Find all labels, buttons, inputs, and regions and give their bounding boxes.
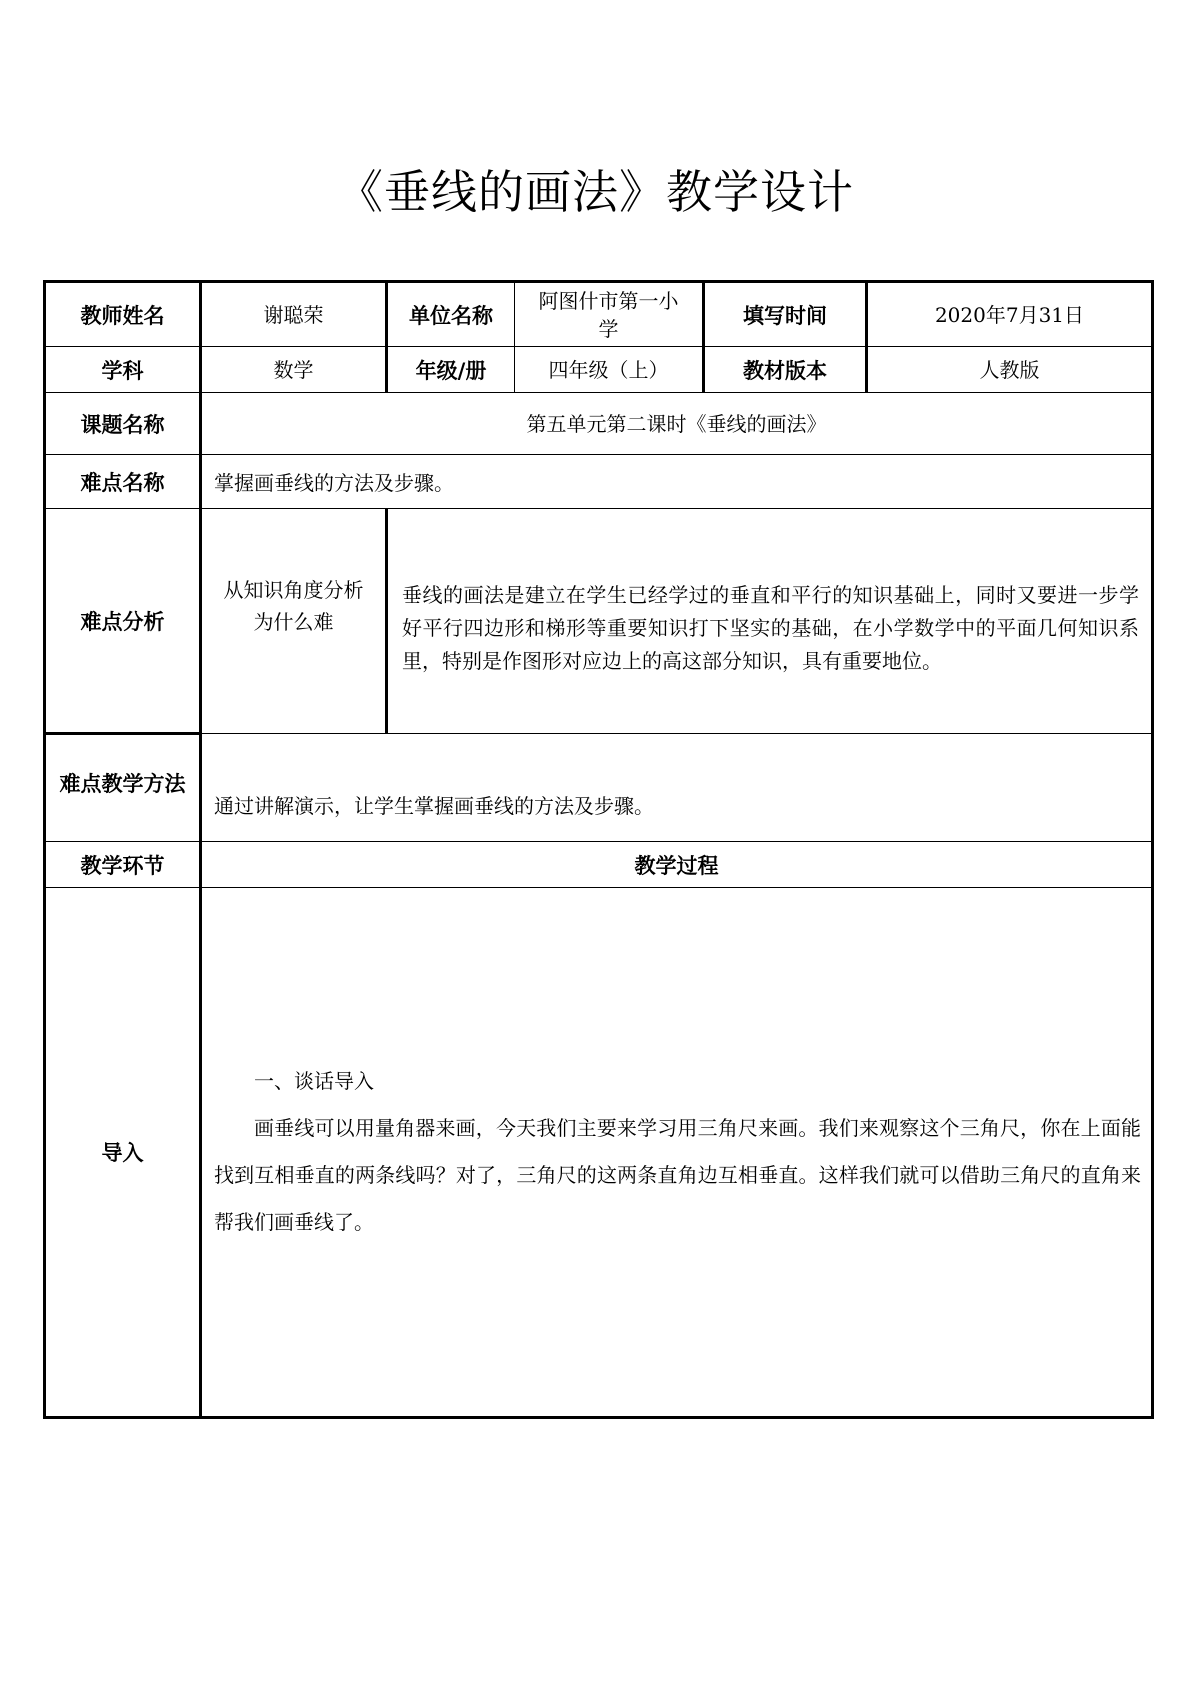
table-row-difficulty bbox=[45, 455, 1153, 509]
subject-label: 学科 bbox=[45, 347, 201, 393]
edition-label: 教材版本 bbox=[704, 347, 867, 393]
topic-value: 第五单元第二课时《垂线的画法》 bbox=[201, 393, 1153, 455]
unit-value: 阿图什市第一小学 bbox=[515, 282, 704, 347]
difficulty-label: 难点名称 bbox=[45, 455, 201, 509]
intro-label: 导入 bbox=[45, 888, 201, 1418]
table-row-method bbox=[45, 734, 1153, 842]
intro-content bbox=[201, 888, 1153, 1418]
subject-value: 数学 bbox=[201, 347, 387, 393]
process-header: 教学过程 bbox=[201, 842, 1153, 888]
teacher-label: 教师姓名 bbox=[45, 282, 201, 347]
analysis-label: 难点分析 bbox=[45, 509, 201, 734]
analysis-sub-label: 从知识角度分析为什么难 bbox=[201, 509, 387, 734]
method-value: 通过讲解演示，让学生掌握画垂线的方法及步骤。 bbox=[201, 734, 1153, 842]
table-row-teacher bbox=[45, 282, 1153, 347]
grade-label: 年级/册 bbox=[387, 347, 515, 393]
stage-header: 教学环节 bbox=[45, 842, 201, 888]
table-row-subject bbox=[45, 347, 1153, 393]
method-label: 难点教学方法 bbox=[45, 734, 201, 842]
grade-value: 四年级（上） bbox=[515, 347, 704, 393]
table-row-header bbox=[45, 842, 1153, 888]
topic-label: 课题名称 bbox=[45, 393, 201, 455]
difficulty-value: 掌握画垂线的方法及步骤。 bbox=[201, 455, 1153, 509]
teacher-value: 谢聪荣 bbox=[201, 282, 387, 347]
edition-value: 人教版 bbox=[867, 347, 1153, 393]
date-value: 2020年7月31日 bbox=[867, 282, 1153, 347]
document-title: 《垂线的画法》教学设计 bbox=[337, 165, 854, 219]
analysis-value: 垂线的画法是建立在学生已经学过的垂直和平行的知识基础上，同时又要进一步学好平行四边形和梯形等重要知识打下坚实的基础，在小学数学中的平面几何知识系里，特别是作图形对应边上的高这部分知识，具有重要地位。 bbox=[387, 509, 1153, 734]
table-row-analysis bbox=[45, 509, 1153, 734]
date-label: 填写时间 bbox=[704, 282, 867, 347]
unit-label: 单位名称 bbox=[387, 282, 515, 347]
lesson-design-table bbox=[43, 280, 1154, 1419]
table-row-intro bbox=[45, 888, 1153, 1418]
table-row-topic bbox=[45, 393, 1153, 455]
intro-paragraph: 画垂线可以用量角器来画，今天我们主要来学习用三角尺来画。我们来观察这个三角尺，你在上面能找到互相垂直的两条线吗？对了，三角尺的这两条直角边互相垂直。这样我们就可以借助三角尺的直角来帮我们画垂线了。 bbox=[214, 1116, 1141, 1234]
intro-heading: 一、谈话导入 bbox=[254, 1069, 374, 1093]
